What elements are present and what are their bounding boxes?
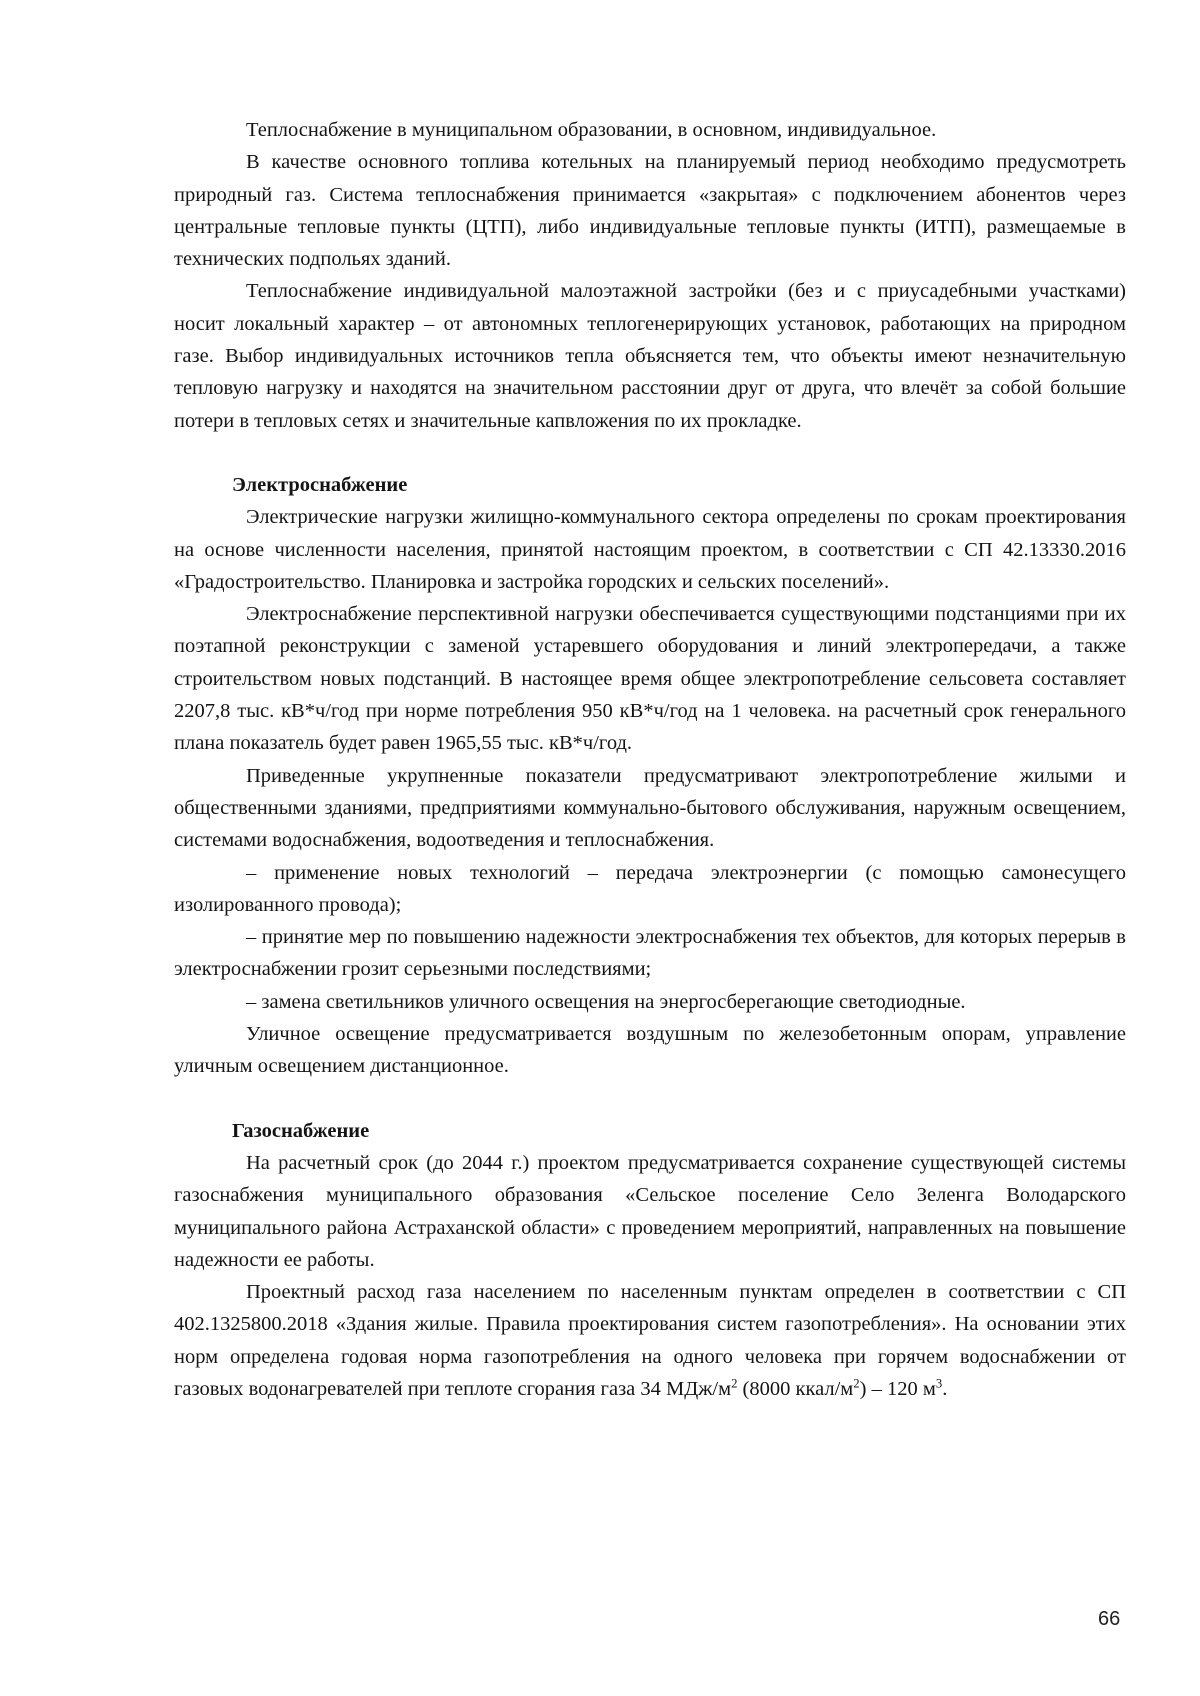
- paragraph-power-supply: Электроснабжение перспективной нагрузки обеспечивается существующими подстанциями при их поэтапной реконструкции с заменой устаревшего оборудования и линий электропередачи, а также строительством новых подстанций. В настоящее время общее электропотребление сельсовета составляет 2207,8 тыс. кВ*ч/год при норме потребления 950 кВ*ч/год на 1 человека. на расчетный срок генерального плана показатель будет равен 1965,55 тыс. кВ*ч/год.: [174, 603, 1126, 755]
- gas-text: Проектный расход газа населением по населенным пунктам определен в соответствии с СП 402.1325800.2018 «Здания жилые. Правила проектирования систем газопотребления». На основании этих норм определена годовая норма газопотребления на одного человека при горячем водоснабжении от газовых водонагревателей при теплоте сгорания газа 34 МДж/м: [174, 1281, 1126, 1400]
- gas-text: (8000 ккал/м: [737, 1377, 854, 1400]
- bullet-item: – применение новых технологий – передача электроэнергии (с помощью самонесущего изолированного провода);: [174, 861, 1126, 916]
- paragraph-heat-intro: Теплоснабжение в муниципальном образовании, в основном, индивидуальное.: [246, 119, 937, 141]
- section-heading-power: Электроснабжение: [232, 473, 408, 496]
- paragraph-gas-consumption: [174, 1276, 1126, 1405]
- page-content: [174, 114, 1126, 1405]
- superscript: 2: [853, 1376, 860, 1391]
- bullet-item: – принятие мер по повышению надежности электроснабжения тех объектов, для которых перерыв в электроснабжении грозит серьезными последствиями;: [174, 926, 1126, 981]
- paragraph-power-loads: Электрические нагрузки жилищно-коммунального сектора определены по срокам проектирования на основе численности населения, принятой настоящим проектом, в соответствии с СП 42.13330.2016 «Градостроительство. Планировка и застройка городских и сельских поселений».: [174, 506, 1126, 593]
- gas-text: .: [942, 1377, 948, 1400]
- section-spacer: [174, 437, 1126, 469]
- superscript: 2: [731, 1376, 738, 1391]
- section-heading-gas: Газоснабжение: [232, 1119, 370, 1142]
- bullet-item: – замена светильников уличного освещения на энергосберегающие светодиодные.: [246, 990, 966, 1013]
- paragraph-heat-fuel: В качестве основного топлива котельных на планируемый период необходимо предусмотреть природный газ. Система теплоснабжения принимается «закрытая» с подключением абонентов через центральные тепловые пункты (ЦТП), либо индивидуальные тепловые пункты (ИТП), размещаемые в технических подпольях зданий.: [174, 151, 1126, 271]
- gas-text: ) – 120 м: [859, 1377, 936, 1400]
- paragraph-power-indicators: Приведенные укрупненные показатели предусматривают электропотребление жилыми и общественными зданиями, предприятиями коммунально-бытового обслуживания, наружным освещением, системами водоснабжения, водоотведения и теплоснабжения.: [174, 764, 1126, 852]
- paragraph-heat-individual: Теплоснабжение индивидуальной малоэтажной застройки (без и с приусадебными участками) носит локальный характер – от автономных теплогенерирующих установок, работающих на природном газе. Выбор индивидуальных источников тепла объясняется тем, что объекты имеют незначительную тепловую нагрузку и находятся на значительном расстоянии друг от друга, что влечёт за собой большие потери в тепловых сетях и значительные капвложения по их прокладке.: [174, 280, 1126, 432]
- superscript: 3: [935, 1376, 943, 1391]
- page-number: 66: [1098, 1608, 1121, 1630]
- section-spacer: [174, 1083, 1126, 1115]
- paragraph-gas-system: На расчетный срок (до 2044 г.) проектом предусматривается сохранение существующей системы газоснабжения муниципального образования «Сельское поселение Село Зеленга Володарского муниципального района Астраханской области» с проведением мероприятий, направленных на повышение надежности ее работы.: [174, 1151, 1126, 1271]
- paragraph-street-lighting: Уличное освещение предусматривается воздушным по железобетонным опорам, управление уличным освещением дистанционное.: [174, 1023, 1126, 1078]
